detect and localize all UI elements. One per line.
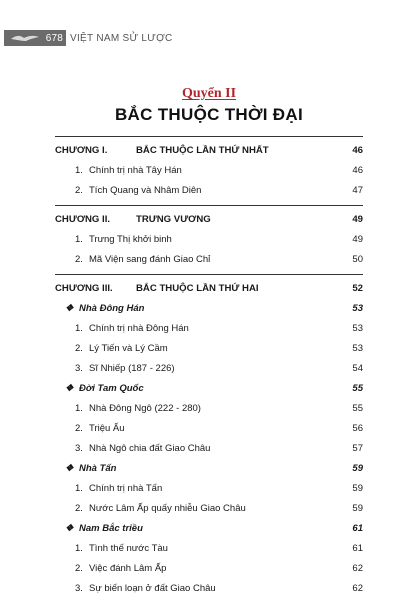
chapter-divider	[55, 205, 363, 206]
toc-item	[55, 319, 363, 339]
item-number: 2.	[75, 185, 83, 196]
chapter-title: TRƯNG VƯƠNG	[136, 214, 211, 225]
item-title: Tình thế nước Tàu	[89, 543, 168, 554]
item-page: 59	[352, 503, 363, 514]
toc-item	[55, 479, 363, 499]
item-page: 55	[352, 403, 363, 414]
section-page: 53	[352, 303, 363, 314]
chapter-page: 49	[352, 214, 363, 225]
item-number: 2.	[75, 254, 83, 265]
chapter-label: CHƯƠNG III.	[55, 283, 113, 294]
diamond-bullet-icon: ❖	[65, 303, 74, 314]
chapter-row	[55, 141, 363, 161]
item-title: Chính trị nhà Tấn	[89, 483, 163, 494]
section-page: 59	[352, 463, 363, 474]
item-number: 3.	[75, 443, 83, 454]
item-title: Lý Tiến và Lý Cầm	[89, 343, 168, 354]
item-page: 57	[352, 443, 363, 454]
item-page: 59	[352, 483, 363, 494]
item-title: Nước Lâm Ấp quấy nhiễu Giao Châu	[89, 503, 246, 514]
table-of-contents	[55, 136, 363, 603]
chapter-title: BẮC THUỘC LẦN THỨ HAI	[136, 283, 259, 294]
item-page: 50	[352, 254, 363, 265]
item-number: 3.	[75, 583, 83, 594]
page-number-band	[4, 30, 66, 46]
section-row	[55, 459, 363, 479]
chapter-divider	[55, 136, 363, 137]
item-title: Sự biến loạn ở đất Giao Châu	[89, 583, 216, 594]
chapter-divider	[55, 274, 363, 275]
toc-item	[55, 439, 363, 459]
item-number: 1.	[75, 543, 83, 554]
chapter-title: BẮC THUỘC LẦN THỨ NHẤT	[136, 145, 269, 156]
section-page: 61	[352, 523, 363, 534]
chapter-page: 46	[352, 145, 363, 156]
item-number: 1.	[75, 403, 83, 414]
diamond-bullet-icon: ❖	[65, 383, 74, 394]
item-page: 54	[352, 363, 363, 374]
toc-item	[55, 181, 363, 201]
page-title: BẮC THUỘC THỜI ĐẠI	[114, 105, 303, 124]
item-page: 56	[352, 423, 363, 434]
item-number: 1.	[75, 165, 83, 176]
section-title: Nam Bắc triều	[79, 523, 143, 534]
bird-ornament-icon	[10, 33, 40, 43]
item-title: Triệu Ẩu	[89, 423, 125, 434]
item-number: 2.	[75, 563, 83, 574]
toc-item	[55, 161, 363, 181]
toc-item	[55, 419, 363, 439]
item-title: Mã Viện sang đánh Giao Chỉ	[89, 254, 211, 265]
item-number: 2.	[75, 503, 83, 514]
item-number: 2.	[75, 343, 83, 354]
toc-item	[55, 339, 363, 359]
item-number: 1.	[75, 234, 83, 245]
item-page: 53	[352, 323, 363, 334]
item-page: 46	[352, 165, 363, 176]
toc-item	[55, 359, 363, 379]
toc-item	[55, 250, 363, 270]
item-title: Chính trị nhà Đông Hán	[89, 323, 189, 334]
chapter-spacer	[55, 599, 363, 603]
item-title: Nhà Ngô chia đất Giao Châu	[89, 443, 211, 454]
page-number: 678	[45, 32, 63, 44]
diamond-bullet-icon: ❖	[65, 523, 74, 534]
running-title: VIỆT NAM SỬ LƯỢC	[70, 32, 173, 44]
item-page: 47	[352, 185, 363, 196]
item-title: Việc đánh Lâm Ấp	[89, 563, 167, 574]
item-number: 1.	[75, 323, 83, 334]
running-header	[4, 30, 173, 46]
section-row	[55, 299, 363, 319]
chapter-label: CHƯƠNG I.	[55, 145, 108, 156]
item-title: Sĩ Nhiếp (187 - 226)	[89, 363, 175, 374]
toc-item	[55, 499, 363, 519]
toc-item	[55, 230, 363, 250]
section-page: 55	[352, 383, 363, 394]
item-page: 62	[352, 583, 363, 594]
item-page: 53	[352, 343, 363, 354]
item-page: 49	[352, 234, 363, 245]
item-title: Nhà Đông Ngô (222 - 280)	[89, 403, 201, 414]
chapter-label: CHƯƠNG II.	[55, 214, 111, 225]
toc-item	[55, 579, 363, 599]
item-number: 3.	[75, 363, 83, 374]
item-page: 62	[352, 563, 363, 574]
item-number: 2.	[75, 423, 83, 434]
toc-item	[55, 559, 363, 579]
chapter-page: 52	[352, 283, 363, 294]
item-page: 61	[352, 543, 363, 554]
section-row	[55, 379, 363, 399]
section-row	[55, 519, 363, 539]
toc-item	[55, 539, 363, 559]
section-title: Đời Tam Quốc	[79, 383, 144, 394]
volume-title: Quyển II	[181, 86, 237, 101]
item-number: 1.	[75, 483, 83, 494]
diamond-bullet-icon: ❖	[65, 463, 74, 474]
item-title: Chính trị nhà Tây Hán	[89, 165, 182, 176]
chapter-row	[55, 210, 363, 230]
item-title: Trưng Thị khởi binh	[89, 234, 172, 245]
section-title: Nhà Đông Hán	[79, 303, 145, 314]
chapter-row	[55, 279, 363, 299]
toc-item	[55, 399, 363, 419]
item-title: Tích Quang và Nhâm Diên	[89, 185, 202, 196]
section-title: Nhà Tấn	[79, 463, 117, 474]
